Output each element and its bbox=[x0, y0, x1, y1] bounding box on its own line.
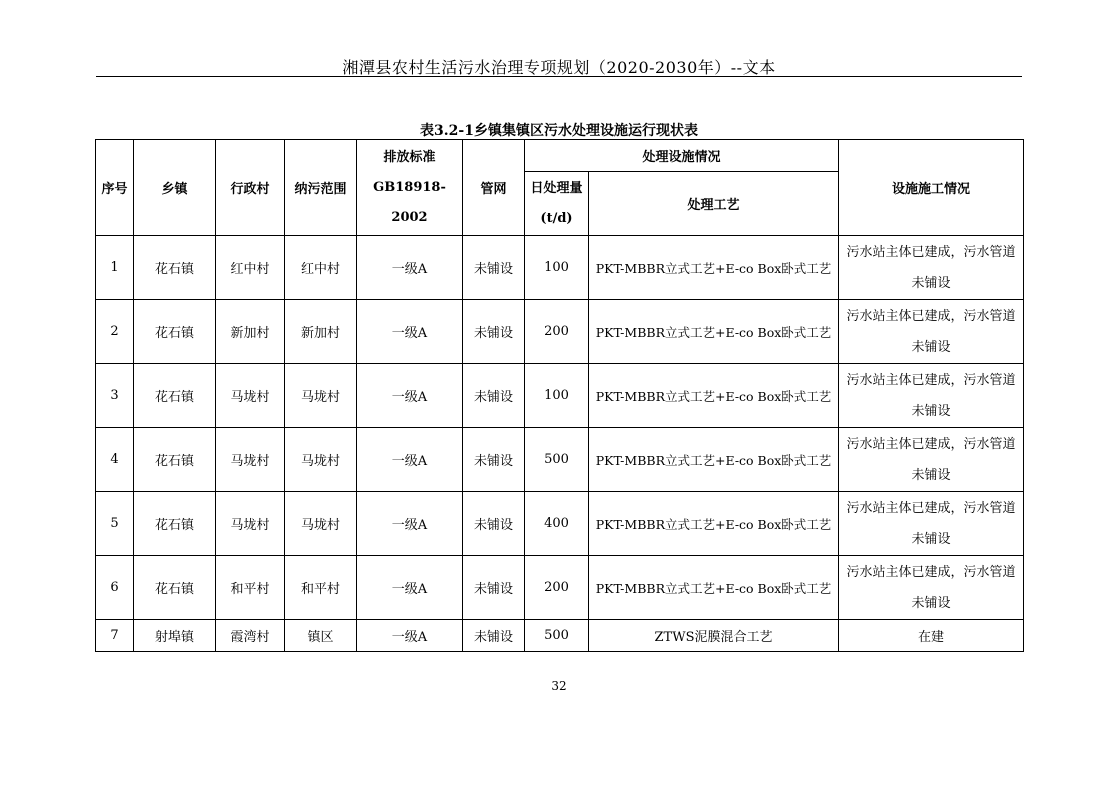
cell-town: 花石镇 bbox=[134, 236, 216, 300]
cell-scope: 马垅村 bbox=[285, 428, 357, 492]
cell-status-line1: 污水站主体已建成，污水管道 bbox=[846, 308, 1016, 324]
col-header-facility-group: 处理设施情况 bbox=[525, 140, 839, 172]
cell-status: 在建 bbox=[839, 620, 1024, 652]
cell-status bbox=[839, 300, 1024, 364]
table-row bbox=[96, 556, 1024, 620]
cell-scope: 和平村 bbox=[285, 556, 357, 620]
cell-status bbox=[839, 428, 1024, 492]
col-header-capacity-line1: 日处理量 bbox=[530, 180, 583, 196]
cell-pipe: 未铺设 bbox=[463, 492, 525, 556]
cell-pipe: 未铺设 bbox=[463, 236, 525, 300]
header-divider bbox=[96, 76, 1022, 77]
cell-seq: 6 bbox=[96, 556, 134, 620]
cell-seq: 7 bbox=[96, 620, 134, 652]
col-header-construction: 设施施工情况 bbox=[839, 140, 1024, 236]
cell-seq: 1 bbox=[96, 236, 134, 300]
cell-scope: 马垅村 bbox=[285, 364, 357, 428]
cell-process: PKT-MBBR立式工艺+E-co Box卧式工艺 bbox=[589, 492, 839, 556]
cell-capacity: 500 bbox=[525, 620, 589, 652]
cell-standard: 一级A bbox=[357, 620, 463, 652]
cell-process: PKT-MBBR立式工艺+E-co Box卧式工艺 bbox=[589, 556, 839, 620]
cell-scope: 镇区 bbox=[285, 620, 357, 652]
cell-town: 花石镇 bbox=[134, 364, 216, 428]
cell-standard: 一级A bbox=[357, 556, 463, 620]
cell-seq: 3 bbox=[96, 364, 134, 428]
table-header-row bbox=[96, 140, 1024, 172]
cell-process: PKT-MBBR立式工艺+E-co Box卧式工艺 bbox=[589, 300, 839, 364]
cell-status-line1: 污水站主体已建成，污水管道 bbox=[846, 244, 1016, 260]
cell-standard: 一级A bbox=[357, 364, 463, 428]
cell-capacity: 100 bbox=[525, 364, 589, 428]
table-row bbox=[96, 236, 1024, 300]
cell-town: 花石镇 bbox=[134, 300, 216, 364]
table-row bbox=[96, 364, 1024, 428]
col-header-standard bbox=[357, 140, 463, 236]
cell-scope: 新加村 bbox=[285, 300, 357, 364]
cell-status-line2: 未铺设 bbox=[911, 595, 951, 611]
cell-seq: 4 bbox=[96, 428, 134, 492]
cell-seq: 5 bbox=[96, 492, 134, 556]
col-header-standard-line1: 排放标准 bbox=[383, 149, 436, 165]
col-header-pipe: 管网 bbox=[463, 140, 525, 236]
cell-scope: 马垅村 bbox=[285, 492, 357, 556]
cell-standard: 一级A bbox=[357, 300, 463, 364]
table-row bbox=[96, 620, 1024, 652]
cell-process: PKT-MBBR立式工艺+E-co Box卧式工艺 bbox=[589, 428, 839, 492]
cell-standard: 一级A bbox=[357, 236, 463, 300]
cell-status-line1: 污水站主体已建成，污水管道 bbox=[846, 564, 1016, 580]
cell-status-line1: 污水站主体已建成，污水管道 bbox=[846, 436, 1016, 452]
cell-town: 射埠镇 bbox=[134, 620, 216, 652]
cell-status-line1: 污水站主体已建成，污水管道 bbox=[846, 500, 1016, 516]
col-header-capacity-line2: (t/d) bbox=[540, 210, 573, 226]
table-row bbox=[96, 428, 1024, 492]
table-row bbox=[96, 492, 1024, 556]
cell-town: 花石镇 bbox=[134, 556, 216, 620]
cell-process: ZTWS泥膜混合工艺 bbox=[589, 620, 839, 652]
cell-village: 新加村 bbox=[216, 300, 285, 364]
cell-pipe: 未铺设 bbox=[463, 364, 525, 428]
cell-scope: 红中村 bbox=[285, 236, 357, 300]
table-title: 表3.2-1乡镇集镇区污水处理设施运行现状表 bbox=[420, 123, 698, 139]
cell-status-line2: 未铺设 bbox=[911, 531, 951, 547]
cell-status bbox=[839, 492, 1024, 556]
cell-status-line2: 未铺设 bbox=[911, 403, 951, 419]
cell-process: PKT-MBBR立式工艺+E-co Box卧式工艺 bbox=[589, 364, 839, 428]
cell-status bbox=[839, 556, 1024, 620]
cell-status-line2: 未铺设 bbox=[911, 275, 951, 291]
cell-pipe: 未铺设 bbox=[463, 428, 525, 492]
col-header-village: 行政村 bbox=[216, 140, 285, 236]
cell-town: 花石镇 bbox=[134, 428, 216, 492]
cell-pipe: 未铺设 bbox=[463, 300, 525, 364]
cell-standard: 一级A bbox=[357, 428, 463, 492]
cell-status bbox=[839, 236, 1024, 300]
cell-village: 红中村 bbox=[216, 236, 285, 300]
cell-status-line1: 污水站主体已建成，污水管道 bbox=[846, 372, 1016, 388]
col-header-capacity bbox=[525, 172, 589, 236]
col-header-standard-line2: GB18918-2002 bbox=[373, 179, 446, 225]
col-header-seq: 序号 bbox=[96, 140, 134, 236]
cell-town: 花石镇 bbox=[134, 492, 216, 556]
cell-status-line2: 未铺设 bbox=[911, 467, 951, 483]
col-header-scope: 纳污范围 bbox=[285, 140, 357, 236]
col-header-town: 乡镇 bbox=[134, 140, 216, 236]
cell-village: 马垅村 bbox=[216, 492, 285, 556]
cell-pipe: 未铺设 bbox=[463, 556, 525, 620]
page-header-title: 湘潭县农村生活污水治理专项规划（2020-2030年）--文本 bbox=[342, 58, 776, 77]
cell-seq: 2 bbox=[96, 300, 134, 364]
cell-capacity: 200 bbox=[525, 300, 589, 364]
cell-capacity: 400 bbox=[525, 492, 589, 556]
cell-village: 和平村 bbox=[216, 556, 285, 620]
cell-pipe: 未铺设 bbox=[463, 620, 525, 652]
cell-process: PKT-MBBR立式工艺+E-co Box卧式工艺 bbox=[589, 236, 839, 300]
cell-capacity: 500 bbox=[525, 428, 589, 492]
cell-capacity: 100 bbox=[525, 236, 589, 300]
cell-village: 马垅村 bbox=[216, 428, 285, 492]
cell-status-line2: 未铺设 bbox=[911, 339, 951, 355]
cell-village: 马垅村 bbox=[216, 364, 285, 428]
facility-status-table bbox=[95, 139, 1024, 652]
page-number: 32 bbox=[551, 679, 567, 693]
table-row bbox=[96, 300, 1024, 364]
col-header-process: 处理工艺 bbox=[589, 172, 839, 236]
cell-capacity: 200 bbox=[525, 556, 589, 620]
cell-status bbox=[839, 364, 1024, 428]
cell-village: 霞湾村 bbox=[216, 620, 285, 652]
cell-standard: 一级A bbox=[357, 492, 463, 556]
